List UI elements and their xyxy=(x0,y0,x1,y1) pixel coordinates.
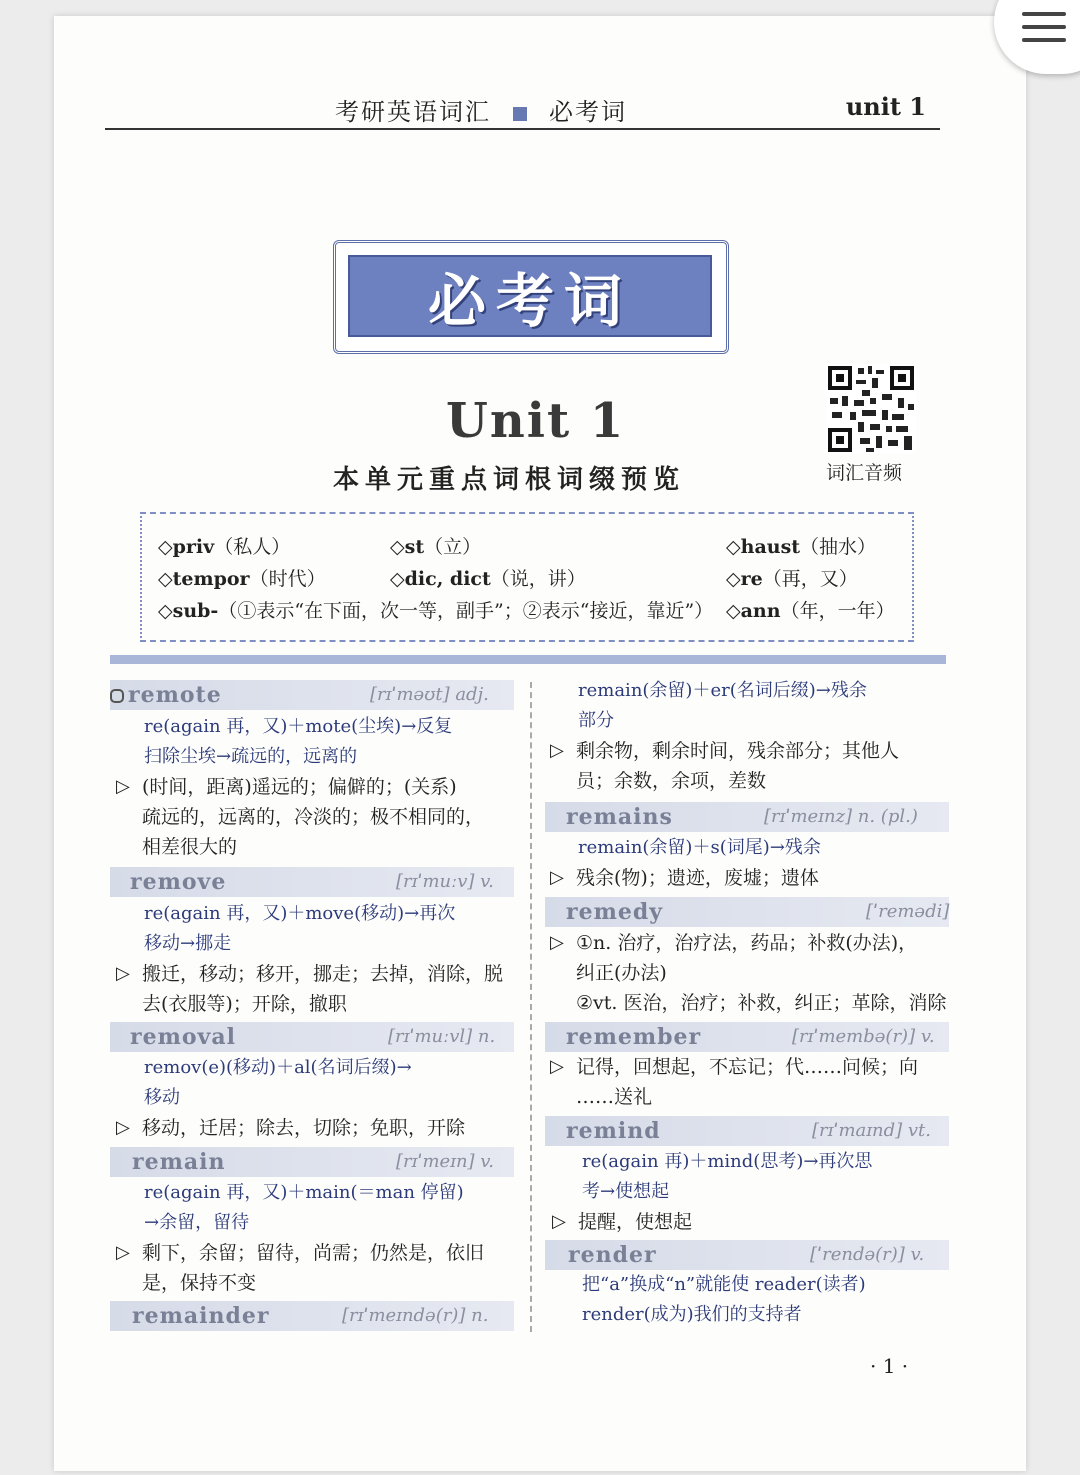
phonetic: [ˈrendə(r)] v. xyxy=(810,1244,925,1265)
triangle-bullet-icon: ▷ xyxy=(550,740,564,761)
etymology-line: re(again 再，又)＋move(移动)→再次 xyxy=(144,903,456,924)
section-banner xyxy=(333,240,729,354)
phonetic: [rɪˈmuːv] v. xyxy=(396,871,494,892)
phonetic: [rɪˈməʊt] adj. xyxy=(370,684,489,705)
meaning-line: 相差很大的 xyxy=(142,836,238,858)
page-number: · 1 · xyxy=(870,1354,909,1378)
meaning-line: 纠正(办法) xyxy=(576,962,667,984)
headword: remain xyxy=(132,1149,226,1175)
headword: remains xyxy=(566,804,673,830)
etymology-line: re(again 再)＋mind(思考)→再次思 xyxy=(582,1151,873,1172)
etymology-line: 扫除尘埃→疏远的，远离的 xyxy=(144,746,358,767)
triangle-bullet-icon: ▷ xyxy=(550,932,564,953)
headword: remedy xyxy=(566,899,664,925)
root-item: ◇haust（抽水） xyxy=(726,536,877,558)
unit-subtitle: 本单元重点词根词缀预览 xyxy=(333,465,686,495)
meaning-line: 员；余数，余项，差数 xyxy=(576,770,767,792)
square-bullet-icon xyxy=(513,107,527,121)
meaning-line: 是，保持不变 xyxy=(142,1272,257,1294)
etymology-line: 把“a”换成“n”就能使 reader(读者) xyxy=(582,1274,866,1295)
root-item: ◇re（再，又） xyxy=(726,568,858,590)
headword: remove xyxy=(130,869,227,895)
etymology-line: render(成为)我们的支持者 xyxy=(582,1304,802,1325)
qr-code-icon[interactable] xyxy=(826,364,916,454)
headword: remote xyxy=(110,682,222,708)
header-title xyxy=(335,92,627,127)
meaning-line: 剩余物，剩余时间，残余部分；其他人 xyxy=(576,740,900,762)
menu-icon-bar xyxy=(1022,25,1066,29)
qr-audio-label: 词汇音频 xyxy=(826,462,903,484)
meaning-line: ①n. 治疗，治疗法，药品；补救(办法)， xyxy=(576,932,918,954)
root-item: ◇tempor（时代） xyxy=(158,568,326,590)
etymology-line: remain(余留)＋er(名词后缀)→残余 xyxy=(578,680,867,701)
phonetic: [rɪˈmaɪnd] vt. xyxy=(812,1120,932,1141)
etymology-line: remov(e)(移动)＋al(名词后缀)→ xyxy=(144,1057,412,1078)
etymology-line: 部分 xyxy=(578,710,614,731)
meaning-line: ②vt. 医治，治疗；补救，纠正；革除，消除 xyxy=(576,992,947,1014)
phonetic: [rɪˈmeɪndə(r)] n. xyxy=(342,1305,489,1326)
unit-title: Unit 1 xyxy=(446,393,626,449)
meaning-line: 疏远的，远离的，冷淡的；极不相同的， xyxy=(142,806,485,828)
phonetic: [rɪˈmembə(r)] v. xyxy=(792,1026,935,1047)
triangle-bullet-icon: ▷ xyxy=(116,963,130,984)
root-item: ◇sub-（①表示“在下面，次一等，副手”；②表示“接近，靠近”） xyxy=(158,600,714,622)
headword: render xyxy=(568,1242,657,1268)
header-unit-label: unit 1 xyxy=(845,92,926,121)
root-item: ◇ann（年，一年） xyxy=(726,600,895,622)
phonetic: [rɪˈmeɪnz] n. (pl.) xyxy=(764,806,918,827)
etymology-line: re(again 再，又)＋mote(尘埃)→反复 xyxy=(144,716,453,737)
menu-icon-bar xyxy=(1022,12,1066,16)
phonetic: [rɪˈmuːvl] n. xyxy=(388,1026,496,1047)
header-section-title: 必考词 xyxy=(549,98,627,126)
running-header xyxy=(105,88,940,130)
meaning-line: 搬迁，移动；移开，挪走；去掉，消除，脱 xyxy=(142,963,504,985)
banner-title: 必考词 xyxy=(427,267,632,335)
etymology-line: →余留，留待 xyxy=(144,1212,250,1233)
triangle-bullet-icon: ▷ xyxy=(550,867,564,888)
bullet-icon xyxy=(110,689,124,703)
headword: removal xyxy=(130,1024,236,1050)
etymology-line: re(again 再，又)＋main(＝man 停留) xyxy=(144,1182,464,1203)
triangle-bullet-icon: ▷ xyxy=(116,1117,130,1138)
meaning-line: 提醒，使想起 xyxy=(578,1211,693,1233)
triangle-bullet-icon: ▷ xyxy=(116,1242,130,1263)
etymology-line: 移动→挪走 xyxy=(144,933,232,954)
phonetic: [rɪˈmeɪn] v. xyxy=(396,1151,495,1172)
column-separator xyxy=(530,682,532,1332)
headword: remind xyxy=(566,1118,661,1144)
triangle-bullet-icon: ▷ xyxy=(116,776,130,797)
section-divider xyxy=(110,655,946,664)
meaning-line: 残余(物)；遗迹，废墟；遗体 xyxy=(576,867,819,889)
root-item: ◇st（立） xyxy=(390,536,482,558)
headword: remember xyxy=(566,1024,702,1050)
root-item: ◇priv（私人） xyxy=(158,536,291,558)
etymology-line: remain(余留)＋s(词尾)→残余 xyxy=(578,837,821,858)
header-book-title: 考研英语词汇 xyxy=(335,98,491,126)
root-item: ◇dic, dict（说，讲） xyxy=(390,568,586,590)
menu-icon-bar xyxy=(1022,38,1066,42)
phonetic: [ˈremədi] xyxy=(866,901,950,922)
banner-inner xyxy=(348,255,712,337)
triangle-bullet-icon: ▷ xyxy=(550,1056,564,1077)
headword: remainder xyxy=(132,1303,270,1329)
meaning-line: 剩下，余留；留待，尚需；仍然是，依旧 xyxy=(142,1242,485,1264)
meaning-line: 记得，回想起，不忘记；代……问候；向 xyxy=(576,1056,919,1078)
meaning-line: 去(衣服等)；开除，撤职 xyxy=(142,993,347,1015)
meaning-line: (时间，距离)遥远的；偏僻的；(关系) xyxy=(142,776,457,798)
meaning-line: ……送礼 xyxy=(576,1086,653,1108)
meaning-line: 移动，迁居；除去，切除；免职，开除 xyxy=(142,1117,466,1139)
triangle-bullet-icon: ▷ xyxy=(552,1211,566,1232)
etymology-line: 移动 xyxy=(144,1087,180,1108)
etymology-line: 考→使想起 xyxy=(582,1181,670,1202)
